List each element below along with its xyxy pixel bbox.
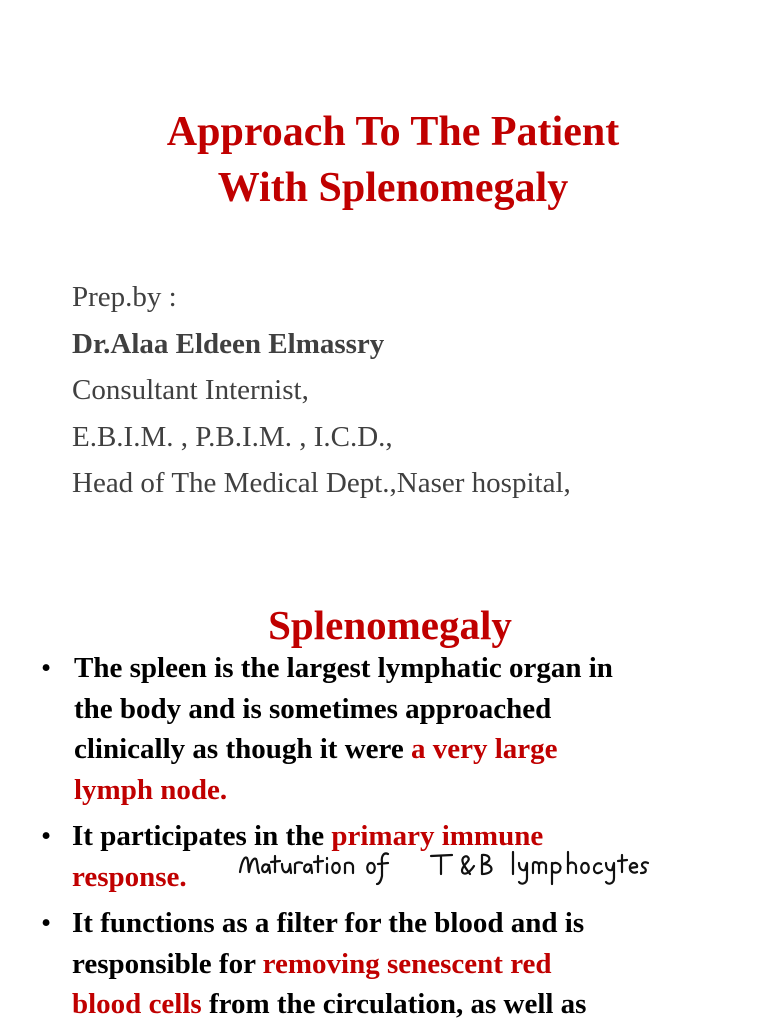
bullet-3-text: responsible for (72, 947, 263, 980)
bullet-3-highlight: removing senescent red (262, 947, 552, 980)
author-credentials: E.B.I.M. , P.B.I.M. , I.C.D., (72, 420, 393, 453)
bullet-1-line-2: the body and is sometimes approached (74, 692, 552, 725)
bullet-3-line-3 (72, 984, 728, 1025)
bullet-3-text-cont: from the circulation, as well as (201, 988, 587, 1020)
bullet-item-1 (0, 648, 768, 810)
bullet-1-highlight-cont: lymph node. (74, 773, 228, 806)
title-line-2: With Splenomegaly (217, 165, 569, 211)
presentation-title (0, 104, 768, 216)
bullet-icon: • (41, 907, 52, 939)
bullet-1-text: clinically as though it were (74, 733, 411, 765)
bullet-list (0, 648, 768, 1031)
author-block (72, 274, 571, 507)
bullet-icon: • (41, 652, 52, 684)
slide-heading: Splenomegaly (268, 602, 512, 648)
bullet-2-highlight: primary immune (331, 820, 544, 852)
author-position: Head of The Medical Dept.,Naser hospital, (72, 467, 571, 499)
bullet-item-3 (0, 903, 768, 1025)
bullet-3-line-1: It functions as a filter for the blood and is (72, 907, 585, 939)
author-role: Consultant Internist, (72, 374, 309, 406)
title-line-1: Approach To The Patient (166, 109, 620, 155)
bullet-3-line-2 (72, 944, 728, 985)
handwritten-annotation (238, 848, 650, 888)
bullet-2-highlight-cont: response. (72, 860, 187, 893)
content-slide (0, 560, 768, 1024)
author-name: Dr.Alaa Eldeen Elmassry (72, 327, 385, 360)
bullet-icon: • (41, 820, 52, 852)
bullet-3-highlight-cont: blood cells (72, 988, 202, 1020)
bullet-2-text: It participates in the (72, 820, 332, 852)
bullet-1-line-3 (74, 729, 728, 770)
bullet-1-highlight: a very large (410, 733, 558, 765)
bullet-1-line-1: The spleen is the largest lymphatic organ in (74, 652, 613, 684)
prep-label: Prep.by : (72, 281, 177, 313)
